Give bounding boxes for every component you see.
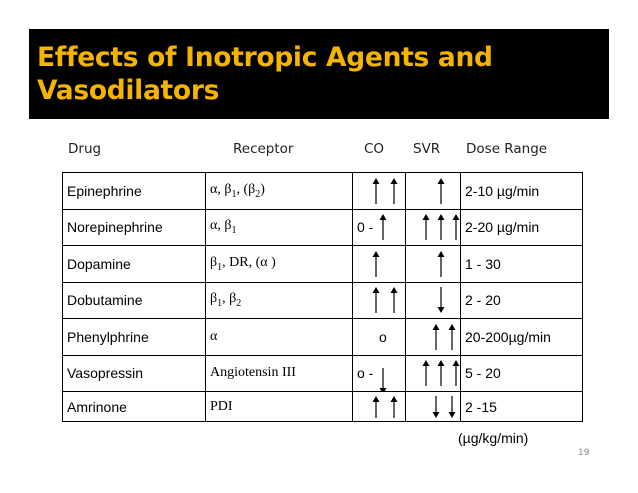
slide-title-line-1: Effects of Inotropic Agents and — [37, 42, 493, 73]
dose-range: 2-10 µg/min — [461, 173, 583, 210]
arrow-up-icon — [437, 214, 445, 240]
arrow-up-icon — [437, 251, 445, 277]
drug-name: Dobutamine — [63, 282, 206, 319]
arrow-down-icon — [448, 396, 456, 418]
drug-name: Vasopressin — [63, 355, 206, 392]
table-row — [63, 246, 583, 283]
table-row — [63, 282, 583, 319]
receptor: $\beta_1$, DR, (α ) — [206, 246, 353, 283]
svr-effect — [406, 173, 461, 210]
drug-name: Dopamine — [63, 246, 206, 283]
co-prefix: o — [379, 328, 387, 345]
co-effect — [353, 246, 406, 283]
table-row — [63, 355, 583, 392]
arrow-up-icon — [432, 324, 440, 350]
header-drug: Drug — [68, 141, 102, 157]
dose-range: 2 - 20 — [461, 282, 583, 319]
table-row — [63, 392, 583, 422]
receptor: PDI — [206, 392, 353, 422]
dose-range: 2-20 µg/min — [461, 209, 583, 246]
co-effect — [353, 282, 406, 319]
co-effect — [353, 173, 406, 210]
arrow-up-icon — [372, 251, 380, 277]
receptor: α — [206, 319, 353, 356]
arrow-up-icon — [448, 324, 456, 350]
svr-effect — [406, 392, 461, 422]
arrow-up-icon — [437, 360, 445, 386]
svr-effect — [406, 355, 461, 392]
arrow-up-icon — [390, 396, 398, 418]
arrow-up-icon — [437, 178, 445, 204]
receptor: α, $\beta_1$ — [206, 209, 353, 246]
table-row — [63, 319, 583, 356]
table-row — [63, 209, 583, 246]
slide-title-line-2: Vasodilators — [37, 75, 220, 106]
arrow-up-icon — [452, 360, 460, 386]
receptor: Angiotensin III — [206, 355, 353, 392]
dose-range: 2 -15 — [461, 392, 583, 422]
co-prefix: o - — [357, 365, 374, 382]
co-effect — [353, 392, 406, 422]
arrow-up-icon — [422, 360, 430, 386]
dose-range: 20-200µg/min — [461, 319, 583, 356]
slide-title — [37, 41, 493, 107]
svr-effect — [406, 319, 461, 356]
drug-name: Norepinephrine — [63, 209, 206, 246]
co-prefix: 0 - — [357, 219, 374, 236]
co-effect — [353, 209, 406, 246]
arrow-up-icon — [390, 178, 398, 204]
header-svr: SVR — [413, 141, 441, 157]
svr-effect — [406, 209, 461, 246]
receptor: $\beta_1$, $\beta_2$ — [206, 282, 353, 319]
arrow-up-icon — [379, 214, 387, 240]
svr-effect — [406, 282, 461, 319]
arrow-up-icon — [372, 287, 380, 313]
co-effect — [353, 319, 406, 356]
arrow-down-icon — [379, 368, 387, 391]
table-row — [63, 173, 583, 210]
arrow-down-icon — [437, 287, 445, 313]
drug-name: Epinephrine — [63, 173, 206, 210]
arrow-down-icon — [432, 396, 440, 418]
page-number: 19 — [578, 448, 590, 458]
header-co: CO — [364, 141, 385, 157]
header-receptor: Receptor — [233, 141, 294, 157]
arrow-up-icon — [372, 178, 380, 204]
units-note: (µg/kg/min) — [458, 430, 529, 446]
co-effect — [353, 355, 406, 392]
title-banner — [29, 29, 609, 119]
arrow-up-icon — [422, 214, 430, 240]
drug-name: Amrinone — [63, 392, 206, 422]
dose-range: 5 - 20 — [461, 355, 583, 392]
header-dose: Dose Range — [466, 141, 548, 157]
arrow-up-icon — [452, 214, 460, 240]
receptor: α, $\beta_1$, $(\beta_2)$ — [206, 173, 353, 210]
drug-name: Phenylphrine — [63, 319, 206, 356]
arrow-up-icon — [390, 287, 398, 313]
dose-range: 1 - 30 — [461, 246, 583, 283]
arrow-up-icon — [372, 396, 380, 418]
svr-effect — [406, 246, 461, 283]
drug-effects-table — [62, 172, 583, 422]
